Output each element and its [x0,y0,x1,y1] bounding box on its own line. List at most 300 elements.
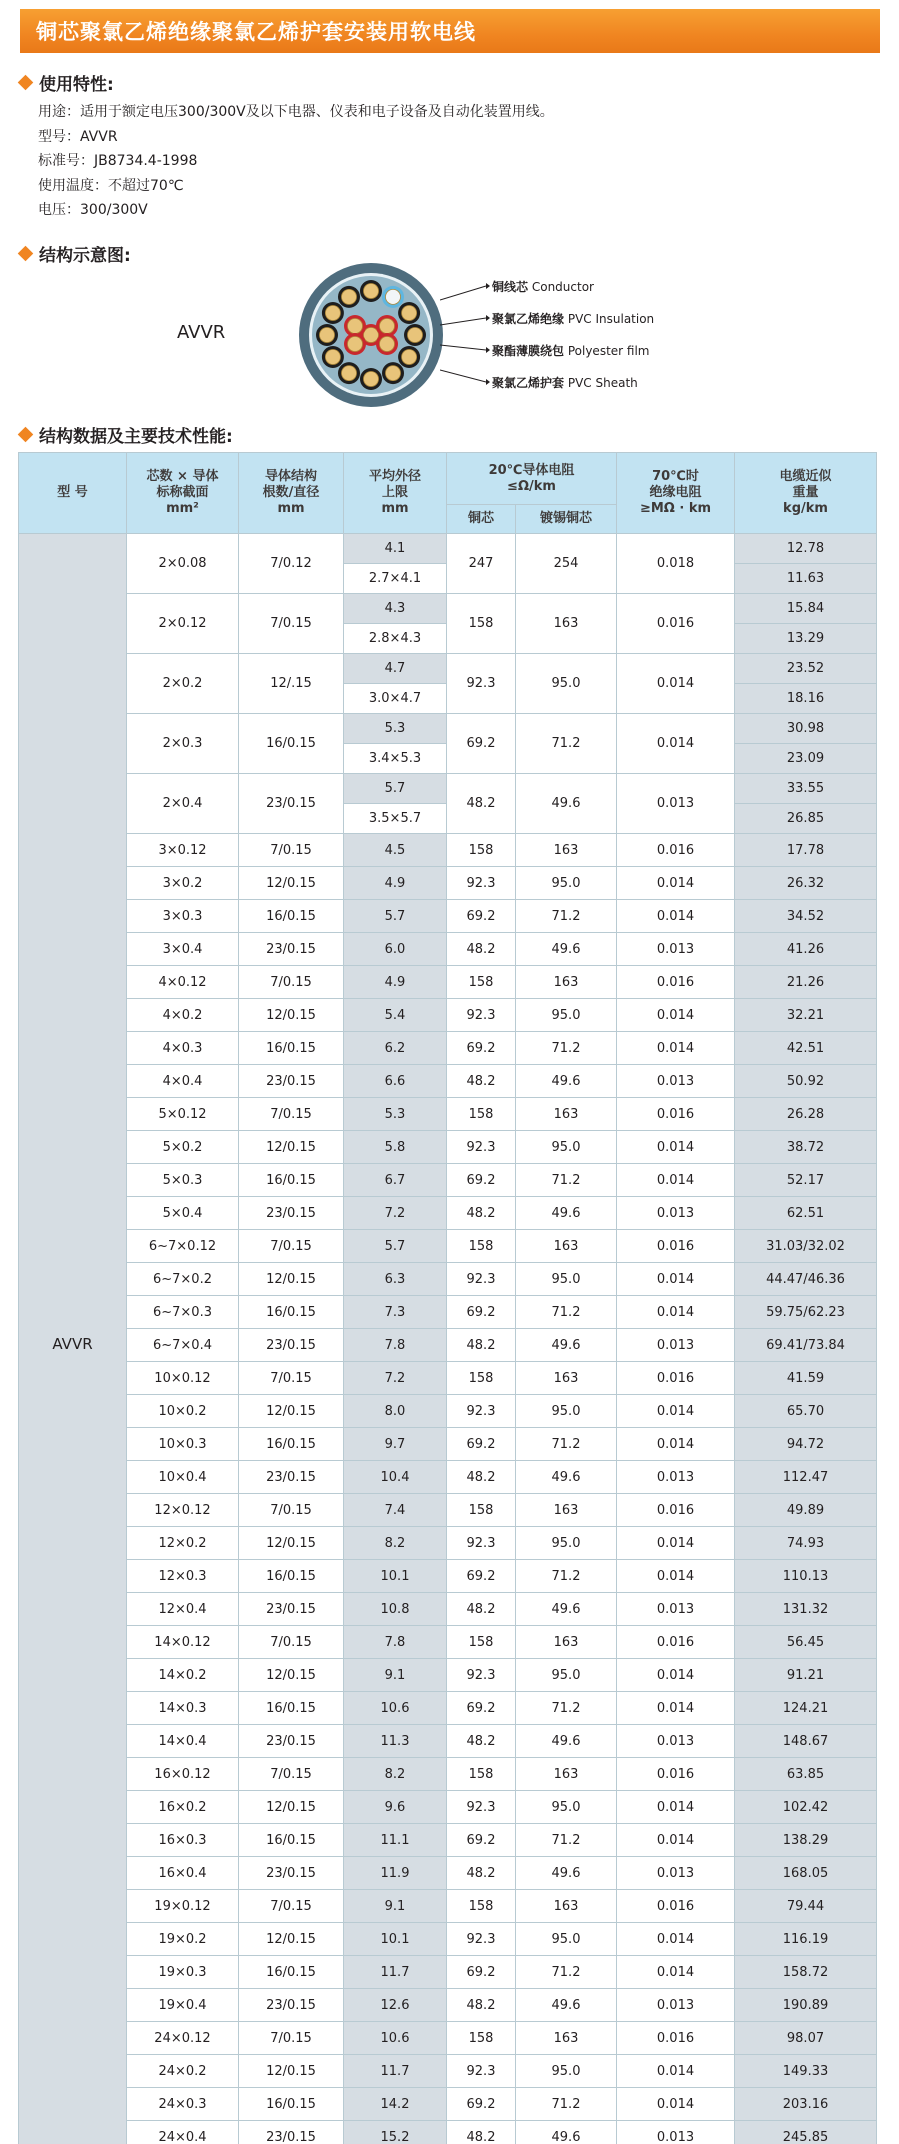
copper-resistance-cell: 69.2 [447,1824,516,1857]
copper-resistance-cell: 158 [447,594,516,654]
table-body [19,534,877,2144]
weight-cell: 69.41/73.84 [735,1329,877,1362]
weight-cell: 98.07 [735,2022,877,2055]
insulation-cell: 0.014 [617,867,735,900]
spec-cell: 5×0.12 [127,1098,239,1131]
copper-conductor [402,306,417,321]
diameter-cell: 8.2 [344,1527,447,1560]
spec-cell: 3×0.3 [127,900,239,933]
legend-cn: 铜线芯 [492,280,529,294]
weight-cell: 149.33 [735,2055,877,2088]
usage-properties [38,100,554,223]
legend-cn: 聚氯乙烯护套 [492,376,565,390]
conductor-cell: 7/0.15 [239,1626,344,1659]
weight-cell: 52.17 [735,1164,877,1197]
diameter-cell: 4.9 [344,966,447,999]
header-line: 芯数 × 导体 [146,469,219,484]
spec-cell: 6~7×0.3 [127,1296,239,1329]
header-copper: 铜芯 [447,505,516,534]
table-row [19,1593,877,1626]
insulation-cell: 0.013 [617,1593,735,1626]
insulation-cell: 0.016 [617,834,735,867]
diameter-cell: 10.1 [344,1560,447,1593]
conductor-cell: 12/0.15 [239,1923,344,1956]
table-row [19,1230,877,1263]
insulation-cell: 0.016 [617,1494,735,1527]
tinned-resistance-cell: 95.0 [516,1659,617,1692]
weight-cell: 63.85 [735,1758,877,1791]
table-row [19,1164,877,1197]
spec-cell: 24×0.12 [127,2022,239,2055]
weight-cell: 138.29 [735,1824,877,1857]
insulation-cell: 0.016 [617,966,735,999]
model-line: 型号：AVVR [38,128,118,145]
tinned-resistance-cell: 254 [516,534,617,594]
table-row [19,1527,877,1560]
copper-resistance-cell: 247 [447,534,516,594]
diamond-bullet-icon [18,75,34,91]
conductor-cell: 23/0.15 [239,1329,344,1362]
diameter-cell: 6.0 [344,933,447,966]
copper-resistance-cell: 92.3 [447,999,516,1032]
copper-conductor [364,328,379,343]
conductor-cell: 16/0.15 [239,1824,344,1857]
conductor-cell: 12/0.15 [239,867,344,900]
spec-cell: 4×0.2 [127,999,239,1032]
table-row [19,654,877,684]
header-insulation [617,453,735,534]
header-diameter [344,453,447,534]
insulation-cell: 0.014 [617,1164,735,1197]
tinned-resistance-cell: 49.6 [516,1329,617,1362]
spec-cell: 4×0.12 [127,966,239,999]
insulation-cell: 0.013 [617,2121,735,2144]
spec-cell: 5×0.2 [127,1131,239,1164]
diameter-cell: 7.2 [344,1362,447,1395]
copper-resistance-cell: 69.2 [447,1032,516,1065]
tinned-resistance-cell: 49.6 [516,2121,617,2144]
conductor-cell: 23/0.15 [239,1065,344,1098]
usage-heading-text: 使用特性: [39,75,114,95]
spec-cell: 16×0.2 [127,1791,239,1824]
copper-conductor [364,284,379,299]
table-row [19,2121,877,2144]
diameter-cell: 9.7 [344,1428,447,1461]
copper-resistance-cell: 92.3 [447,1527,516,1560]
spec-cell: 19×0.2 [127,1923,239,1956]
temperature-line: 使用温度：不超过70℃ [38,177,184,194]
tinned-resistance-cell: 49.6 [516,774,617,834]
spec-cell: 6~7×0.4 [127,1329,239,1362]
table-row [19,1923,877,1956]
spec-cell: 6~7×0.2 [127,1263,239,1296]
copper-resistance-cell: 158 [447,1890,516,1923]
header-line: mm [381,501,409,516]
tinned-resistance-cell: 71.2 [516,1956,617,1989]
table-row [19,1956,877,1989]
tinned-resistance-cell: 163 [516,966,617,999]
weight-cell: 38.72 [735,1131,877,1164]
diameter-cell: 3.5×5.7 [344,804,447,834]
diameter-cell: 2.8×4.3 [344,624,447,654]
tinned-resistance-cell: 49.6 [516,1725,617,1758]
diameter-cell: 11.3 [344,1725,447,1758]
copper-resistance-cell: 48.2 [447,1593,516,1626]
table-row [19,966,877,999]
diameter-cell: 4.5 [344,834,447,867]
table-row [19,1494,877,1527]
spec-cell: 24×0.4 [127,2121,239,2144]
conductor-cell: 23/0.15 [239,774,344,834]
tinned-resistance-cell: 71.2 [516,1692,617,1725]
weight-cell: 116.19 [735,1923,877,1956]
insulation-cell: 0.014 [617,1131,735,1164]
tinned-resistance-cell: 95.0 [516,654,617,714]
tinned-resistance-cell: 163 [516,1230,617,1263]
tinned-resistance-cell: 95.0 [516,1395,617,1428]
copper-conductor [386,366,401,381]
usage-line: 用途：适用于额定电压300/300V及以下电器、仪表和电子设备及自动化装置用线。 [38,104,554,120]
insulation-cell: 0.014 [617,1659,735,1692]
weight-cell: 13.29 [735,624,877,654]
tinned-resistance-cell: 163 [516,1890,617,1923]
diameter-cell: 9.1 [344,1659,447,1692]
conductor-cell: 16/0.15 [239,1692,344,1725]
weight-cell: 131.32 [735,1593,877,1626]
insulation-cell: 0.014 [617,1428,735,1461]
tinned-resistance-cell: 49.6 [516,1461,617,1494]
table-row [19,1791,877,1824]
diameter-cell: 5.8 [344,1131,447,1164]
insulation-cell: 0.013 [617,933,735,966]
copper-conductor [348,337,363,352]
copper-resistance-cell: 158 [447,1098,516,1131]
insulation-cell: 0.014 [617,1395,735,1428]
tinned-resistance-cell: 163 [516,1626,617,1659]
tinned-resistance-cell: 49.6 [516,933,617,966]
header-line: mm² [166,501,199,516]
copper-resistance-cell: 69.2 [447,2088,516,2121]
copper-conductor [348,319,363,334]
tinned-resistance-cell: 95.0 [516,1527,617,1560]
diameter-cell: 12.6 [344,1989,447,2022]
table-row [19,1560,877,1593]
structure-model-label: AVVR [177,322,226,343]
spec-cell: 10×0.3 [127,1428,239,1461]
insulation-cell: 0.016 [617,2022,735,2055]
table-row [19,867,877,900]
spec-cell: 3×0.2 [127,867,239,900]
copper-resistance-cell: 158 [447,1758,516,1791]
table-row [19,1626,877,1659]
tinned-resistance-cell: 71.2 [516,1164,617,1197]
legend-en: PVC Sheath [567,376,638,390]
spec-cell: 14×0.12 [127,1626,239,1659]
copper-resistance-cell: 92.3 [447,867,516,900]
spec-cell: 5×0.3 [127,1164,239,1197]
diameter-cell: 9.1 [344,1890,447,1923]
copper-resistance-cell: 92.3 [447,2055,516,2088]
weight-cell: 17.78 [735,834,877,867]
weight-cell: 50.92 [735,1065,877,1098]
diameter-cell: 7.8 [344,1626,447,1659]
table-row [19,2088,877,2121]
spec-cell: 14×0.4 [127,1725,239,1758]
tinned-resistance-cell: 71.2 [516,714,617,774]
header-cores [127,453,239,534]
insulation-cell: 0.016 [617,1230,735,1263]
weight-cell: 148.67 [735,1725,877,1758]
weight-cell: 65.70 [735,1395,877,1428]
spec-cell: 2×0.12 [127,594,239,654]
insulation-cell: 0.016 [617,1098,735,1131]
weight-cell: 49.89 [735,1494,877,1527]
diameter-cell: 5.4 [344,999,447,1032]
tinned-resistance-cell: 163 [516,1494,617,1527]
weight-cell: 168.05 [735,1857,877,1890]
weight-cell: 124.21 [735,1692,877,1725]
diameter-cell: 7.3 [344,1296,447,1329]
diamond-bullet-icon [18,246,34,262]
weight-cell: 245.85 [735,2121,877,2144]
copper-resistance-cell: 92.3 [447,1791,516,1824]
diameter-cell: 5.7 [344,900,447,933]
copper-conductor [342,366,357,381]
table-heading-text: 结构数据及主要技术性能: [39,427,233,447]
page-title: 铜芯聚氯乙烯绝缘聚氯乙烯护套安装用软电线 [36,20,476,44]
table-row [19,1329,877,1362]
insulation-cell: 0.014 [617,714,735,774]
tinned-resistance-cell: 163 [516,1098,617,1131]
tinned-resistance-cell: 163 [516,594,617,654]
tinned-resistance-cell: 71.2 [516,1428,617,1461]
weight-cell: 41.26 [735,933,877,966]
table-row [19,1659,877,1692]
insulation-cell: 0.013 [617,1857,735,1890]
table-row [19,2022,877,2055]
copper-resistance-cell: 158 [447,1626,516,1659]
diameter-cell: 10.1 [344,1923,447,1956]
header-line: ≥MΩ · km [639,501,712,516]
cable-cross-section-diagram [296,260,446,410]
copper-resistance-cell: 69.2 [447,1560,516,1593]
conductor-cell: 16/0.15 [239,714,344,774]
diameter-cell: 5.7 [344,1230,447,1263]
table-row [19,1857,877,1890]
legend-insulation [492,310,654,327]
tinned-resistance-cell: 49.6 [516,1989,617,2022]
copper-resistance-cell: 69.2 [447,1692,516,1725]
tinned-resistance-cell: 163 [516,834,617,867]
insulation-cell: 0.013 [617,1989,735,2022]
weight-cell: 44.47/46.36 [735,1263,877,1296]
conductor-cell: 16/0.15 [239,1164,344,1197]
legend-cn: 聚氯乙烯绝缘 [492,312,565,326]
spec-cell: 2×0.4 [127,774,239,834]
table-row [19,594,877,624]
diameter-cell: 7.2 [344,1197,447,1230]
tinned-resistance-cell: 95.0 [516,1263,617,1296]
weight-cell: 102.42 [735,1791,877,1824]
insulation-cell: 0.014 [617,2088,735,2121]
tinned-resistance-cell: 71.2 [516,2088,617,2121]
insulation-cell: 0.016 [617,1626,735,1659]
copper-conductor [364,372,379,387]
structure-heading [20,241,131,266]
table-row [19,1065,877,1098]
diameter-cell: 8.2 [344,1758,447,1791]
conductor-cell: 16/0.15 [239,1296,344,1329]
insulation-cell: 0.016 [617,1362,735,1395]
spec-cell: 12×0.12 [127,1494,239,1527]
tinned-resistance-cell: 163 [516,2022,617,2055]
diameter-cell: 14.2 [344,2088,447,2121]
copper-resistance-cell: 158 [447,834,516,867]
spec-cell: 19×0.3 [127,1956,239,1989]
insulation-cell: 0.014 [617,1296,735,1329]
legend-en: PVC Insulation [567,312,655,326]
usage-heading [20,70,114,95]
table-row [19,1461,877,1494]
conductor-cell: 7/0.15 [239,1494,344,1527]
copper-resistance-cell: 158 [447,1494,516,1527]
legend-leader-lines [440,270,490,400]
weight-cell: 26.85 [735,804,877,834]
table-row [19,2055,877,2088]
diameter-cell: 3.0×4.7 [344,684,447,714]
weight-cell: 190.89 [735,1989,877,2022]
conductor-cell: 12/0.15 [239,1527,344,1560]
header-line: 上限 [381,485,408,500]
table-row [19,933,877,966]
copper-conductor [408,328,423,343]
weight-cell: 94.72 [735,1428,877,1461]
spec-table [18,452,877,2144]
weight-cell: 11.63 [735,564,877,594]
insulation-cell: 0.014 [617,1560,735,1593]
copper-conductor [380,319,395,334]
diameter-cell: 8.0 [344,1395,447,1428]
header-line: 导体结构 [264,469,317,484]
copper-conductor [386,289,401,304]
conductor-cell: 7/0.12 [239,534,344,594]
diameter-cell: 10.8 [344,1593,447,1626]
diameter-cell: 4.7 [344,654,447,684]
tinned-resistance-cell: 71.2 [516,1824,617,1857]
diameter-cell: 7.8 [344,1329,447,1362]
conductor-cell: 16/0.15 [239,1956,344,1989]
spec-cell: 12×0.4 [127,1593,239,1626]
header-line: 20℃导体电阻 [488,462,575,478]
conductor-cell: 7/0.15 [239,1890,344,1923]
insulation-cell: 0.014 [617,999,735,1032]
spec-cell: 3×0.12 [127,834,239,867]
spec-cell: 2×0.3 [127,714,239,774]
legend-conductor [492,278,594,295]
weight-cell: 42.51 [735,1032,877,1065]
tinned-resistance-cell: 163 [516,1758,617,1791]
copper-conductor [320,328,335,343]
copper-conductor [325,306,340,321]
header-line: 70℃时 [652,469,699,484]
header-line: 绝缘电阻 [649,485,702,500]
copper-resistance-cell: 48.2 [447,1197,516,1230]
weight-cell: 23.09 [735,744,877,774]
table-row [19,999,877,1032]
insulation-cell: 0.014 [617,1791,735,1824]
table-row [19,1131,877,1164]
header-line: 重量 [792,485,819,500]
table-row [19,774,877,804]
insulation-cell: 0.014 [617,2055,735,2088]
conductor-cell: 7/0.15 [239,834,344,867]
tinned-resistance-cell: 71.2 [516,1296,617,1329]
weight-cell: 79.44 [735,1890,877,1923]
diameter-cell: 10.6 [344,1692,447,1725]
spec-cell: 2×0.08 [127,534,239,594]
conductor-cell: 7/0.15 [239,2022,344,2055]
conductor-cell: 12/0.15 [239,1659,344,1692]
copper-resistance-cell: 92.3 [447,1395,516,1428]
spec-cell: 14×0.2 [127,1659,239,1692]
legend-en: Polyester film [567,344,650,358]
header-resistance [447,453,617,505]
structure-heading-text: 结构示意图: [39,246,131,266]
insulation-cell: 0.016 [617,594,735,654]
diameter-cell: 6.3 [344,1263,447,1296]
weight-cell: 31.03/32.02 [735,1230,877,1263]
table-row [19,1197,877,1230]
spec-cell: 12×0.3 [127,1560,239,1593]
diameter-cell: 5.3 [344,714,447,744]
weight-cell: 91.21 [735,1659,877,1692]
insulation-cell: 0.014 [617,654,735,714]
spec-cell: 14×0.3 [127,1692,239,1725]
diameter-cell: 4.1 [344,534,447,564]
header-line: 平均外径 [368,469,421,484]
insulation-cell: 0.014 [617,1956,735,1989]
spec-cell: 12×0.2 [127,1527,239,1560]
table-row [19,1824,877,1857]
diamond-bullet-icon [18,427,34,443]
table-row [19,1428,877,1461]
table-row [19,834,877,867]
copper-resistance-cell: 158 [447,1362,516,1395]
diameter-cell: 11.1 [344,1824,447,1857]
spec-cell: 19×0.4 [127,1989,239,2022]
weight-cell: 26.32 [735,867,877,900]
conductor-cell: 23/0.15 [239,933,344,966]
tinned-resistance-cell: 95.0 [516,2055,617,2088]
conductor-cell: 12/0.15 [239,1263,344,1296]
weight-cell: 21.26 [735,966,877,999]
weight-cell: 34.52 [735,900,877,933]
table-row [19,1758,877,1791]
diameter-cell: 10.6 [344,2022,447,2055]
spec-cell: 16×0.3 [127,1824,239,1857]
diameter-cell: 6.7 [344,1164,447,1197]
spec-cell: 5×0.4 [127,1197,239,1230]
conductor-cell: 23/0.15 [239,2121,344,2144]
table-row [19,1725,877,1758]
copper-resistance-cell: 69.2 [447,714,516,774]
conductor-cell: 7/0.15 [239,966,344,999]
diameter-cell: 4.9 [344,867,447,900]
weight-cell: 158.72 [735,1956,877,1989]
insulation-cell: 0.013 [617,1461,735,1494]
weight-cell: 23.52 [735,654,877,684]
diameter-cell: 11.7 [344,2055,447,2088]
